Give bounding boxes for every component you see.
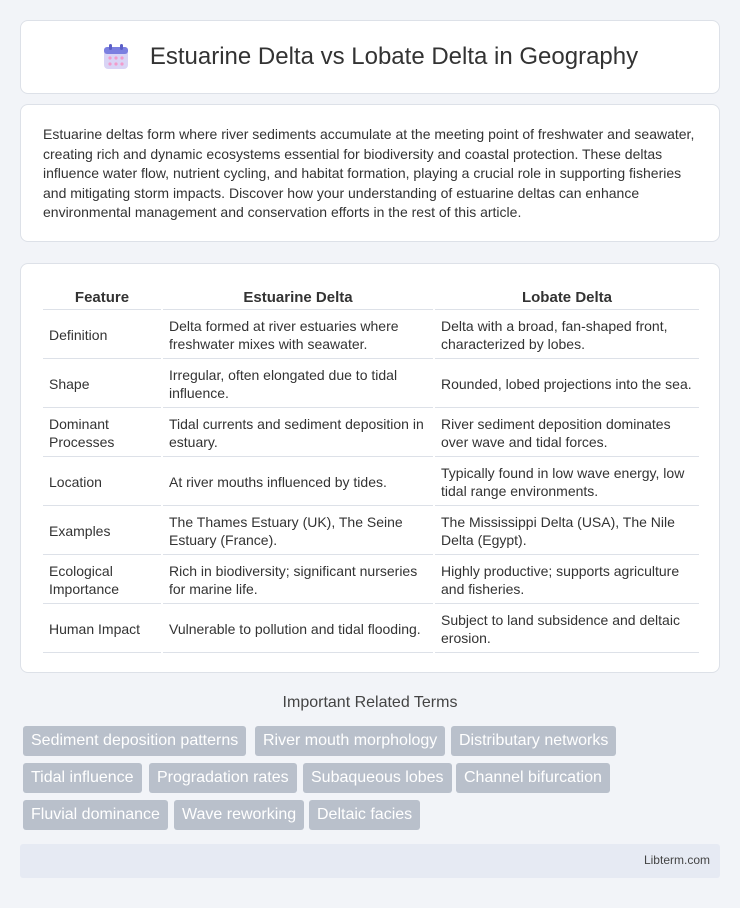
row-lobate: Typically found in low wave energy, low tidal range environments. <box>435 459 699 506</box>
tag-progradation-rates[interactable]: Progradation rates <box>149 763 297 793</box>
header-lobate-delta: Lobate Delta <box>435 286 699 310</box>
row-estuarine: At river mouths influenced by tides. <box>163 459 433 506</box>
table-row <box>43 312 699 359</box>
tag-subaqueous-lobes[interactable]: Subaqueous lobes <box>303 763 452 793</box>
row-estuarine: Tidal currents and sediment deposition in estuary. <box>163 410 433 457</box>
row-lobate: Delta with a broad, fan-shaped front, characterized by lobes. <box>435 312 699 359</box>
table-row <box>43 508 699 555</box>
row-feature: Shape <box>43 361 161 408</box>
intro-card <box>20 104 720 242</box>
row-lobate: River sediment deposition dominates over wave and tidal forces. <box>435 410 699 457</box>
table-row <box>43 606 699 653</box>
table-header-row <box>43 286 699 310</box>
row-estuarine: Delta formed at river estuaries where freshwater mixes with seawater. <box>163 312 433 359</box>
tag-fluvial-dominance[interactable]: Fluvial dominance <box>23 800 168 830</box>
tag-wave-reworking[interactable]: Wave reworking <box>174 800 304 830</box>
intro-paragraph: Estuarine deltas form where river sediments accumulate at the meeting point of freshwater and seawater, creating rich and dynamic ecosystems essential for biodiversity and coastal protection. These deltas influence water flow, nutrient cycling, and habitat formation, playing a crucial role in supporting fisheries and mitigating storm impacts. Discover how your understanding of estuarine deltas can enhance environmental management and conservation efforts in the rest of this article. <box>43 126 695 220</box>
header-feature: Feature <box>43 286 161 310</box>
table-row <box>43 361 699 408</box>
table-row <box>43 410 699 457</box>
tag-river-mouth-morphology[interactable]: River mouth morphology <box>255 726 445 756</box>
comparison-table-card <box>20 263 720 673</box>
comparison-table <box>41 284 701 655</box>
related-terms-title: Important Related Terms <box>282 694 458 711</box>
row-estuarine: Irregular, often elongated due to tidal influence. <box>163 361 433 408</box>
row-feature: Dominant Processes <box>43 410 161 457</box>
row-estuarine: Vulnerable to pollution and tidal flooding. <box>163 606 433 653</box>
tag-deltaic-facies[interactable]: Deltaic facies <box>309 800 420 830</box>
tag-channel-bifurcation[interactable]: Channel bifurcation <box>456 763 610 793</box>
row-feature: Definition <box>43 312 161 359</box>
row-lobate: The Mississippi Delta (USA), The Nile Delta (Egypt). <box>435 508 699 555</box>
tag-distributary-networks[interactable]: Distributary networks <box>451 726 616 756</box>
tag-sediment-deposition-patterns[interactable]: Sediment deposition patterns <box>23 726 246 756</box>
header-estuarine-delta: Estuarine Delta <box>163 286 433 310</box>
header-card <box>20 20 720 94</box>
row-lobate: Rounded, lobed projections into the sea. <box>435 361 699 408</box>
calendar-icon <box>102 43 130 71</box>
row-feature: Location <box>43 459 161 506</box>
row-estuarine: The Thames Estuary (UK), The Seine Estuary (France). <box>163 508 433 555</box>
table-row <box>43 557 699 604</box>
tag-tidal-influence[interactable]: Tidal influence <box>23 763 142 793</box>
table-row <box>43 459 699 506</box>
row-lobate: Highly productive; supports agriculture and fisheries. <box>435 557 699 604</box>
row-feature: Ecological Importance <box>43 557 161 604</box>
row-feature: Examples <box>43 508 161 555</box>
page-title: Estuarine Delta vs Lobate Delta in Geography <box>149 43 639 70</box>
row-estuarine: Rich in biodiversity; significant nurseries for marine life. <box>163 557 433 604</box>
row-feature: Human Impact <box>43 606 161 653</box>
row-lobate: Subject to land subsidence and deltaic erosion. <box>435 606 699 653</box>
footer-site-link[interactable]: Libterm.com <box>643 853 710 867</box>
footer <box>20 844 720 878</box>
